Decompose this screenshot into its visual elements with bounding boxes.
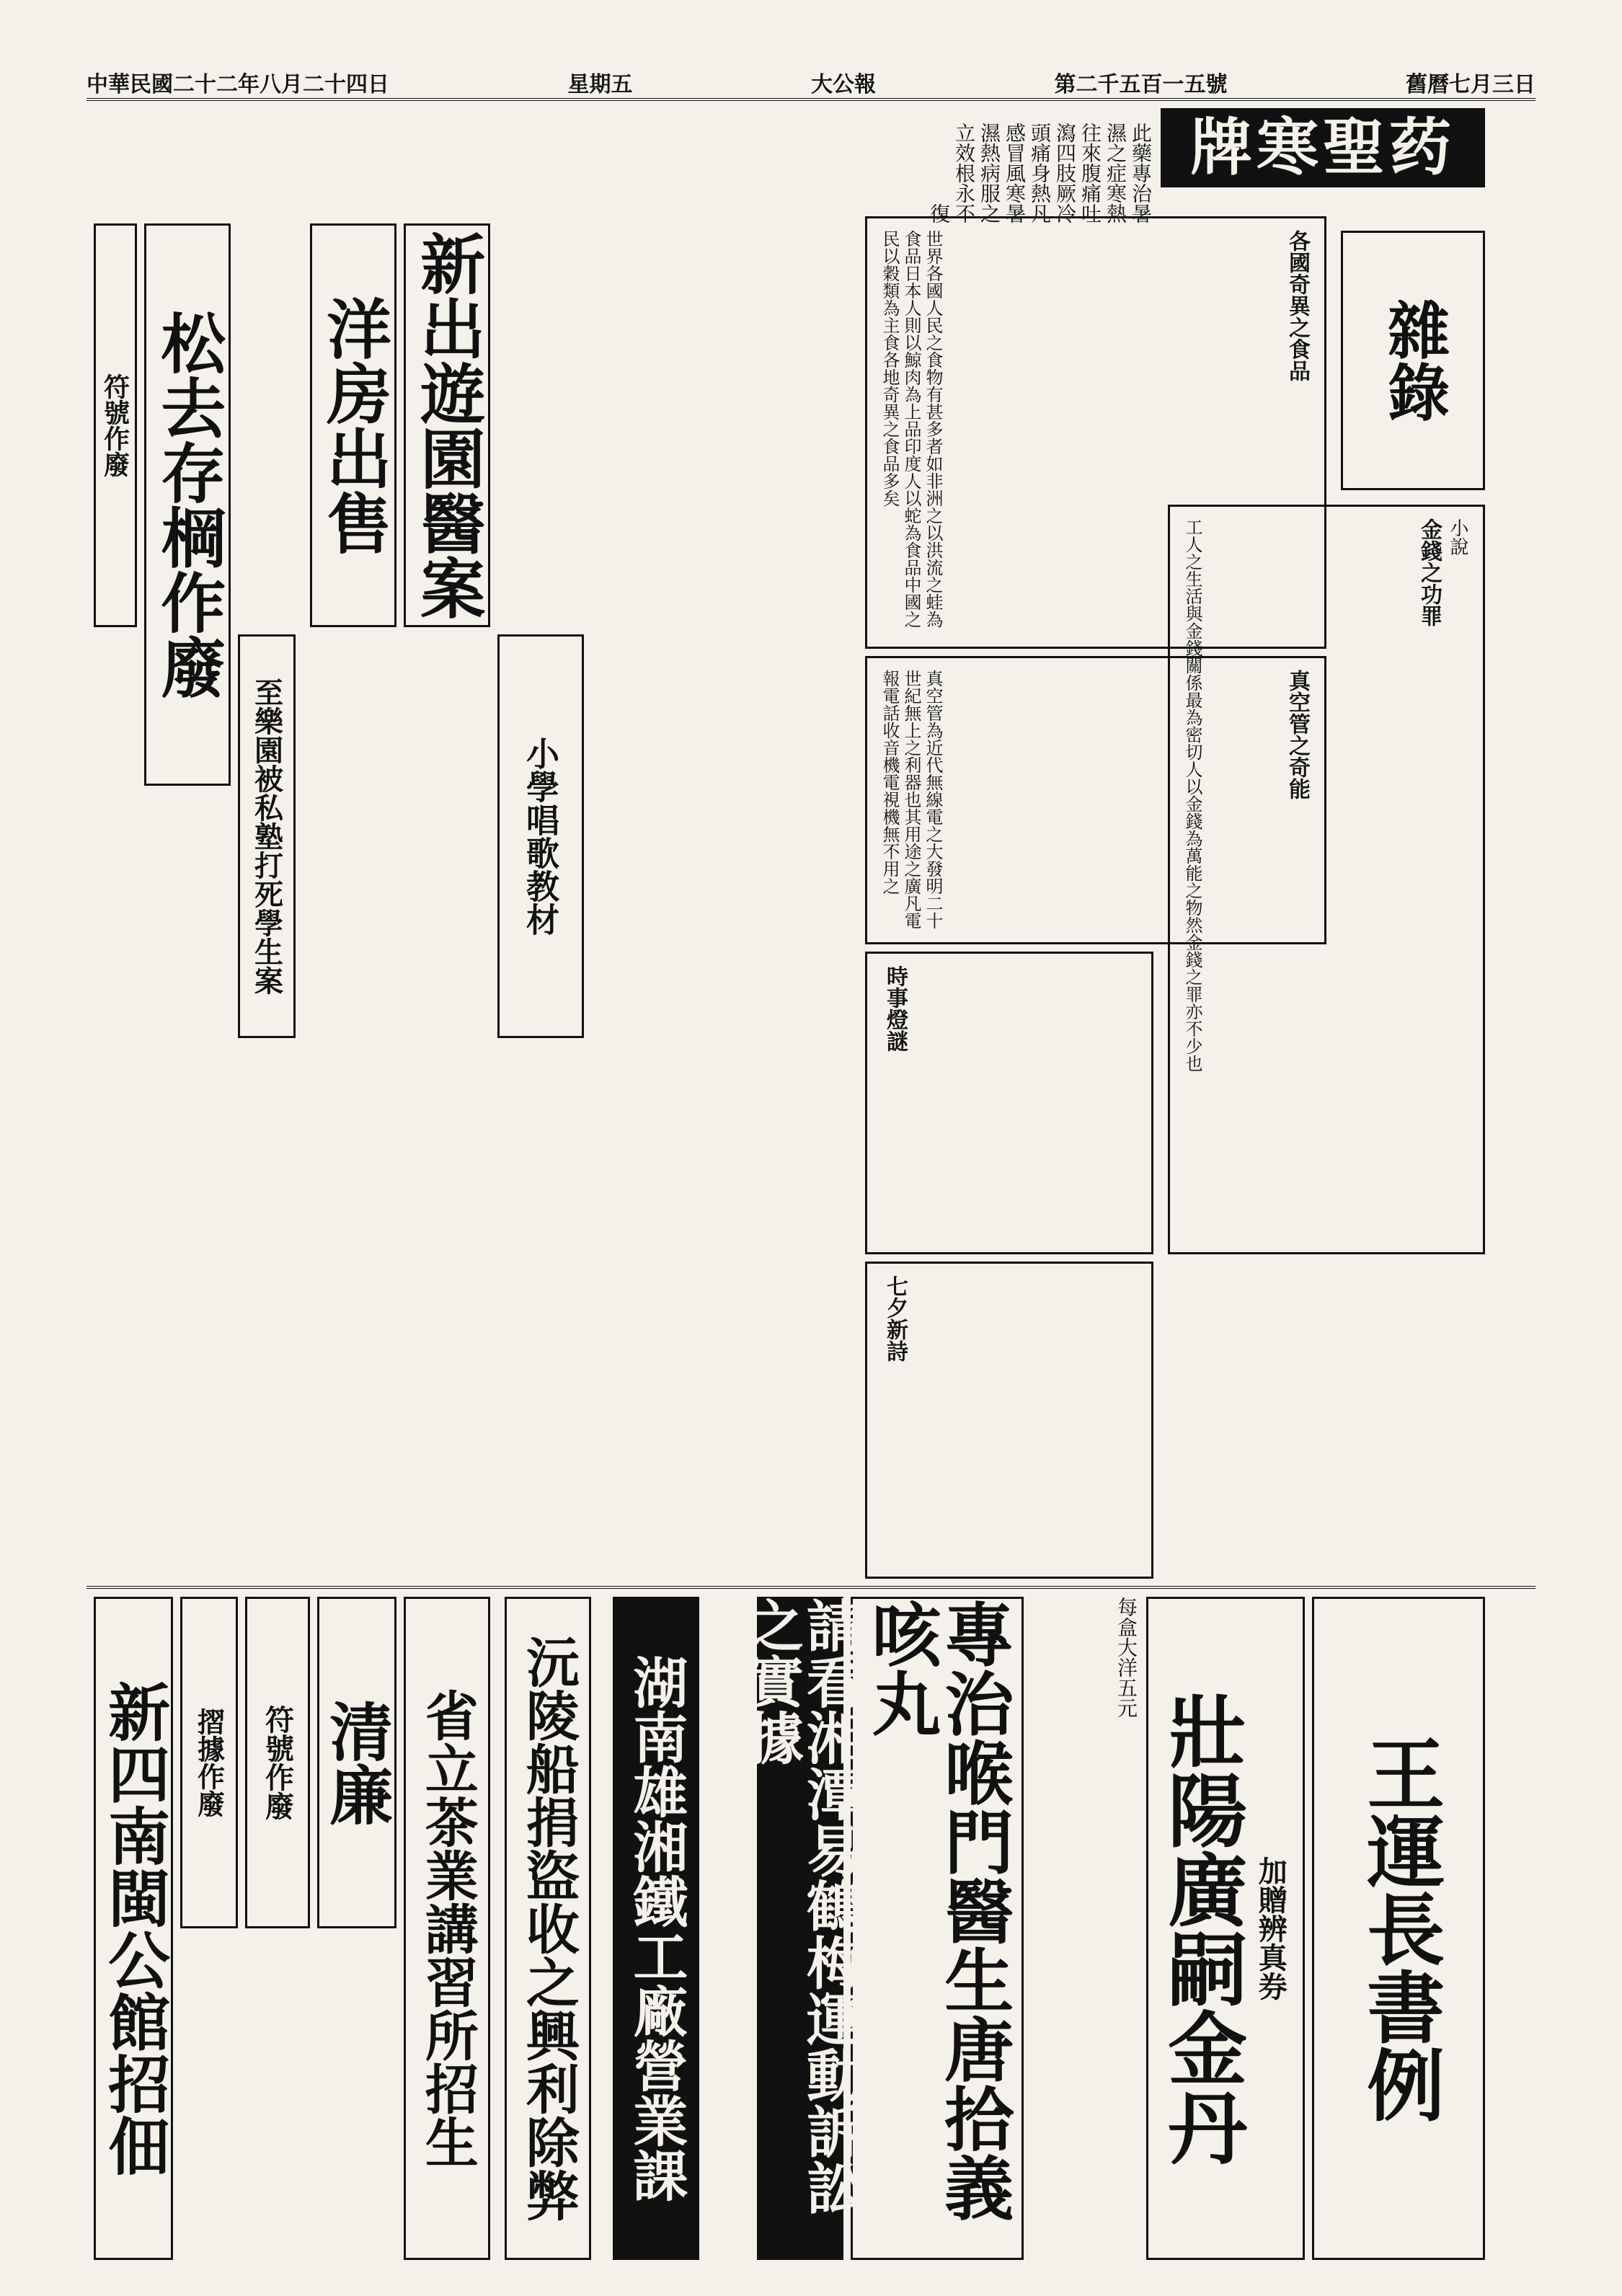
receipt-invalid-ad	[180, 1597, 238, 1928]
world-food-title: 各國奇異之食品	[1285, 230, 1310, 381]
new-garden-medical-ad	[404, 223, 490, 627]
tea-school-ad	[404, 1597, 490, 2260]
qixi-poems-column	[865, 1262, 1153, 1579]
riddles-column	[865, 952, 1153, 1254]
fertility-pill-subtitle: 加贈辨真券	[1254, 1856, 1288, 2000]
calligraphy-price-ad	[1312, 1597, 1485, 2260]
guild-hall-rent-title: 新四南閩公館招佃	[97, 1680, 171, 2176]
boat-tax-title: 沅陵船捐盜收之興利除弊	[517, 1635, 580, 2222]
novel-label: 小說	[1447, 518, 1468, 556]
house-for-sale-title: 洋房出售	[315, 296, 392, 555]
page-divider	[87, 1586, 1535, 1589]
qixi-poems-title: 七夕新詩	[882, 1275, 908, 1362]
house-for-sale-ad	[310, 223, 396, 627]
school-song-title: 小學唱歌教材	[521, 737, 560, 936]
fertility-pill-price: 每盒大洋五元	[1114, 1597, 1138, 1718]
guild-hall-rent-ad	[94, 1597, 173, 2260]
masthead-weekday: 星期五	[567, 72, 633, 97]
novel-money-article	[1168, 505, 1485, 1254]
money-article-title: 金錢之功罪	[1417, 518, 1442, 626]
calligraphy-price-title: 王運長書例	[1353, 1734, 1445, 2123]
iron-works-title: 湖南雄湘鐵工廠營業課	[624, 1654, 688, 2202]
masthead-lunar-date: 舊曆七月三日	[1406, 72, 1535, 97]
school-song-ad	[497, 634, 584, 1038]
medicine-ad-body: 此藥專治暑濕之症寒熱往來腹痛吐瀉四肢厥冷頭痛身熱凡感冒風寒暑濕熱病服之立效根永不復	[927, 123, 1153, 223]
masthead	[87, 66, 1535, 101]
receipt-invalid-title: 摺據作廢	[192, 1708, 226, 1817]
seal-invalid-title: 松去存棡作廢	[149, 310, 226, 699]
world-food-body: 世界各國人民之食物有甚多者如非洲之以洪流之蛙為食品日本人則以鯨肉為上品印度人以蛇為食品中國之民以穀類為主食各地奇異之食品多矣	[879, 230, 943, 628]
masthead-issue: 第二千五百一五號	[1054, 72, 1228, 97]
masthead-paper-name: 大公報	[811, 72, 876, 97]
misc-column-box	[1341, 231, 1485, 490]
new-garden-medical-title: 新出遊園醫案	[409, 231, 486, 620]
riddles-title: 時事燈謎	[882, 965, 908, 1052]
vacuum-tube-title: 真空管之奇能	[1285, 670, 1310, 799]
fertility-pill-title: 壯陽廣嗣金丹	[1155, 1690, 1249, 2166]
qinglian-title: 清廉	[319, 1699, 395, 1826]
vacuum-tube-body: 真空管為近代無線電之大發明二十世紀無上之利器也其用途之廣凡電報電話收音機電視機無不用之	[879, 670, 943, 929]
cough-pill-title: 專治喉門醫生唐拾義咳丸	[861, 1599, 1015, 2222]
tea-school-title: 省立茶業講習所招生	[416, 1688, 479, 2168]
masthead-date: 中華民國二十二年八月二十四日	[87, 72, 389, 97]
symbol-invalid-title-bottom: 符號作廢	[260, 1705, 295, 1820]
iron-works-banner	[613, 1597, 699, 2260]
seal-invalid-ad	[144, 223, 231, 786]
lawsuit-evidence-banner	[738, 1597, 863, 2260]
symbol-invalid-ad-bottom	[245, 1597, 310, 1928]
student-case-ad	[238, 634, 296, 1038]
cough-pill-ad	[851, 1597, 1024, 2260]
lawsuit-evidence-title: 請看湘潭易鶴梅運動訴訟之實據	[738, 1597, 863, 2215]
fertility-pill-ad	[1146, 1597, 1305, 2260]
symbol-invalid-ad-top	[94, 223, 137, 627]
qinglian-ad	[317, 1597, 396, 1928]
medicine-ad-title: 牌寒聖药	[1190, 110, 1455, 184]
student-case-title: 至樂園被私塾打死學生案	[249, 678, 284, 995]
money-article-body: 工人之生活與金錢關係最為密切人以金錢為萬能之物然金錢之罪亦不少也	[1182, 518, 1202, 1072]
misc-column-title: 雜錄	[1377, 298, 1450, 422]
medicine-ad-banner	[1161, 108, 1485, 187]
medicine-ad-caption	[1161, 195, 1485, 216]
boat-tax-ad	[505, 1597, 591, 2260]
symbol-invalid-title-top: 符號作廢	[99, 373, 130, 477]
